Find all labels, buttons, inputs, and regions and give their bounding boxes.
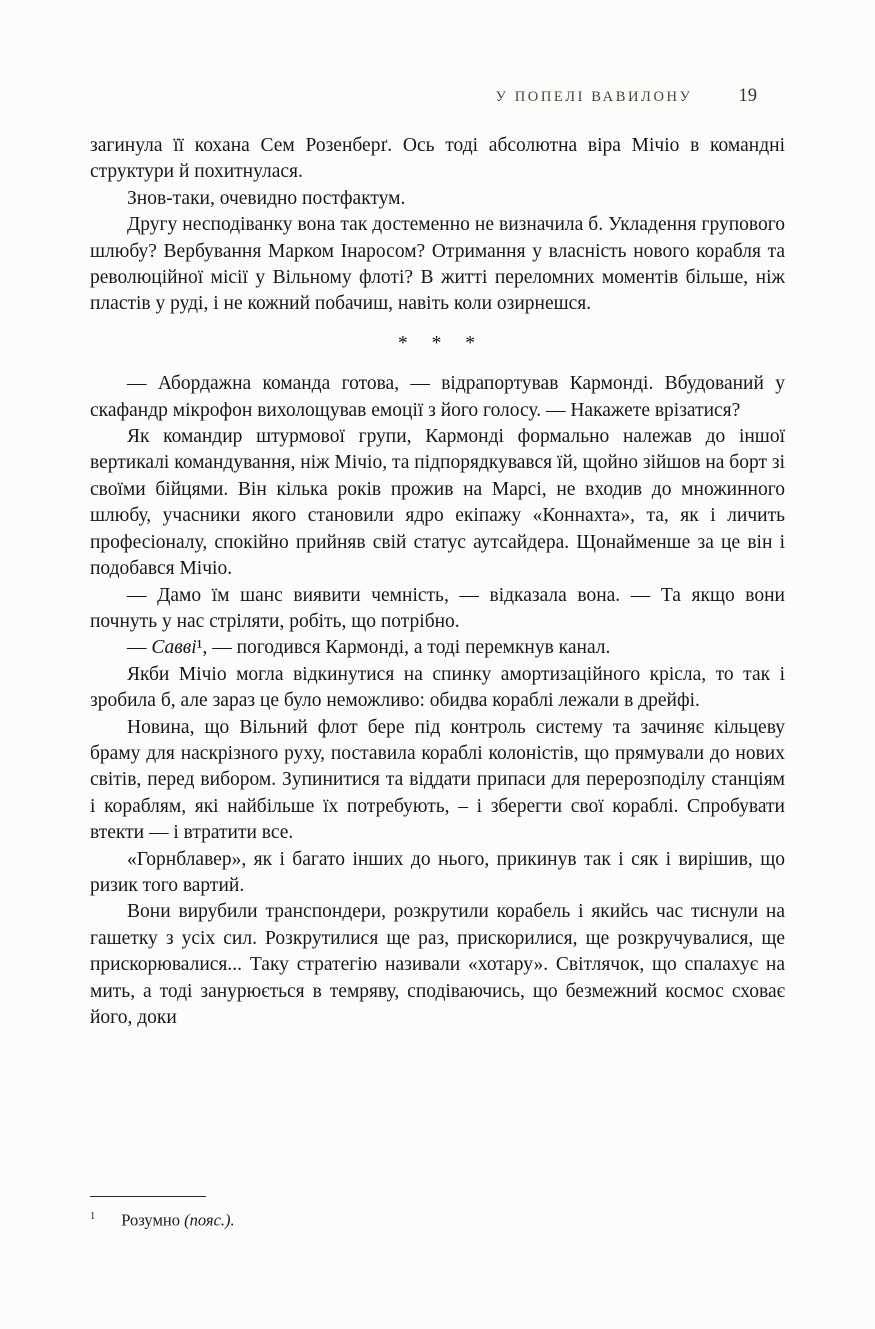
footnote-rule (90, 1196, 206, 1197)
paragraph: — Дамо їм шанс виявити чемність, — відказала вона. — Та якщо вони почнуть у нас стріляти, робіть, що потрібно. (90, 584, 785, 632)
paragraph: Знов-таки, очевидно постфактум. (127, 187, 406, 209)
running-title: У ПОПЕЛІ ВАВИЛОНУ (495, 89, 693, 105)
footnote-area (90, 1196, 785, 1232)
paragraph: — Абордажна команда готова, — відрапортував Кармонді. Вбудований у скафандр мікрофон вихолощував емоції з його голосу. — Накажете врізатися? (90, 373, 785, 421)
page-number: 19 (738, 86, 757, 106)
page-header (90, 86, 785, 107)
paragraph: «Горнблавер», як і багато інших до нього, прикинув так і сяк і вирішив, що ризик того вартий. (90, 848, 785, 896)
paragraph: Другу несподіванку вона так достеменно не визначила б. Укладення групового шлюбу? Вербування Марком Інаросом? Отримання у власність нового корабля та революційної місії у Вільному флоті? В житті переломних моментів більше, ніж пластів у руді, і не кожний побачиш, навіть коли озирнешся. (90, 214, 785, 315)
paragraph: загинула її кохана Сем Розенберґ. Ось тоді абсолютна віра Мічіо в командні структури й похитнулася. (90, 135, 785, 183)
paragraph: Новина, що Вільний флот бере під контроль систему та зачиняє кільцеву браму для наскрізного руху, поставила кораблі колоністів, що прямували до нових світів, перед вибором. Зупинитися та віддати припаси для перерозподілу станціям і кораблям, які найбільше їх потребують, – і зберегти свої кораблі. Спробувати втекти — і втратити все. (90, 716, 785, 844)
footnote-text: Розумно (121, 1210, 185, 1229)
paragraph: Вони вирубили транспондери, розкрутили корабель і якийсь час тиснули на гашетку з усіх сил. Розкрутилися ще раз, прискорилися, ще розкручувалися, ще прискорювалися... Таку стратегію називали «хотару». Світлячок, що спалахує на мить, а тоді занурюється в темряву, сподіваючись, що безмежний космос сховає його, доки (90, 901, 785, 1028)
section-break: * * * (398, 332, 477, 354)
page-body-text (90, 133, 785, 1031)
paragraph: — Савві¹, — погодився Кармонді, а тоді перемкнув канал. (127, 637, 611, 659)
footnote (90, 1206, 785, 1232)
paragraph: Як командир штурмової групи, Кармонді формально належав до іншої вертикалі командування, ніж Мічіо, та підпорядкувався їй, щойно зійшов на борт зі своїми бійцями. Він кілька років прожив на Марсі, не входив до множинного шлюбу, учасники якого становили ядро екіпажу «Коннахта», та, як і личить професіоналу, спокійно прийняв свій статус аутсайдера. Щонайменше за це він і подобався Мічіо. (90, 426, 785, 580)
footnote-marker: 1 (90, 1210, 96, 1222)
paragraph: Якби Мічіо могла відкинутися на спинку амортизаційного крісла, то так і зробила б, але зараз це було неможливо: обидва кораблі лежали в дрейфі. (90, 663, 785, 712)
footnote-text-italic: (пояс.). (184, 1210, 235, 1229)
